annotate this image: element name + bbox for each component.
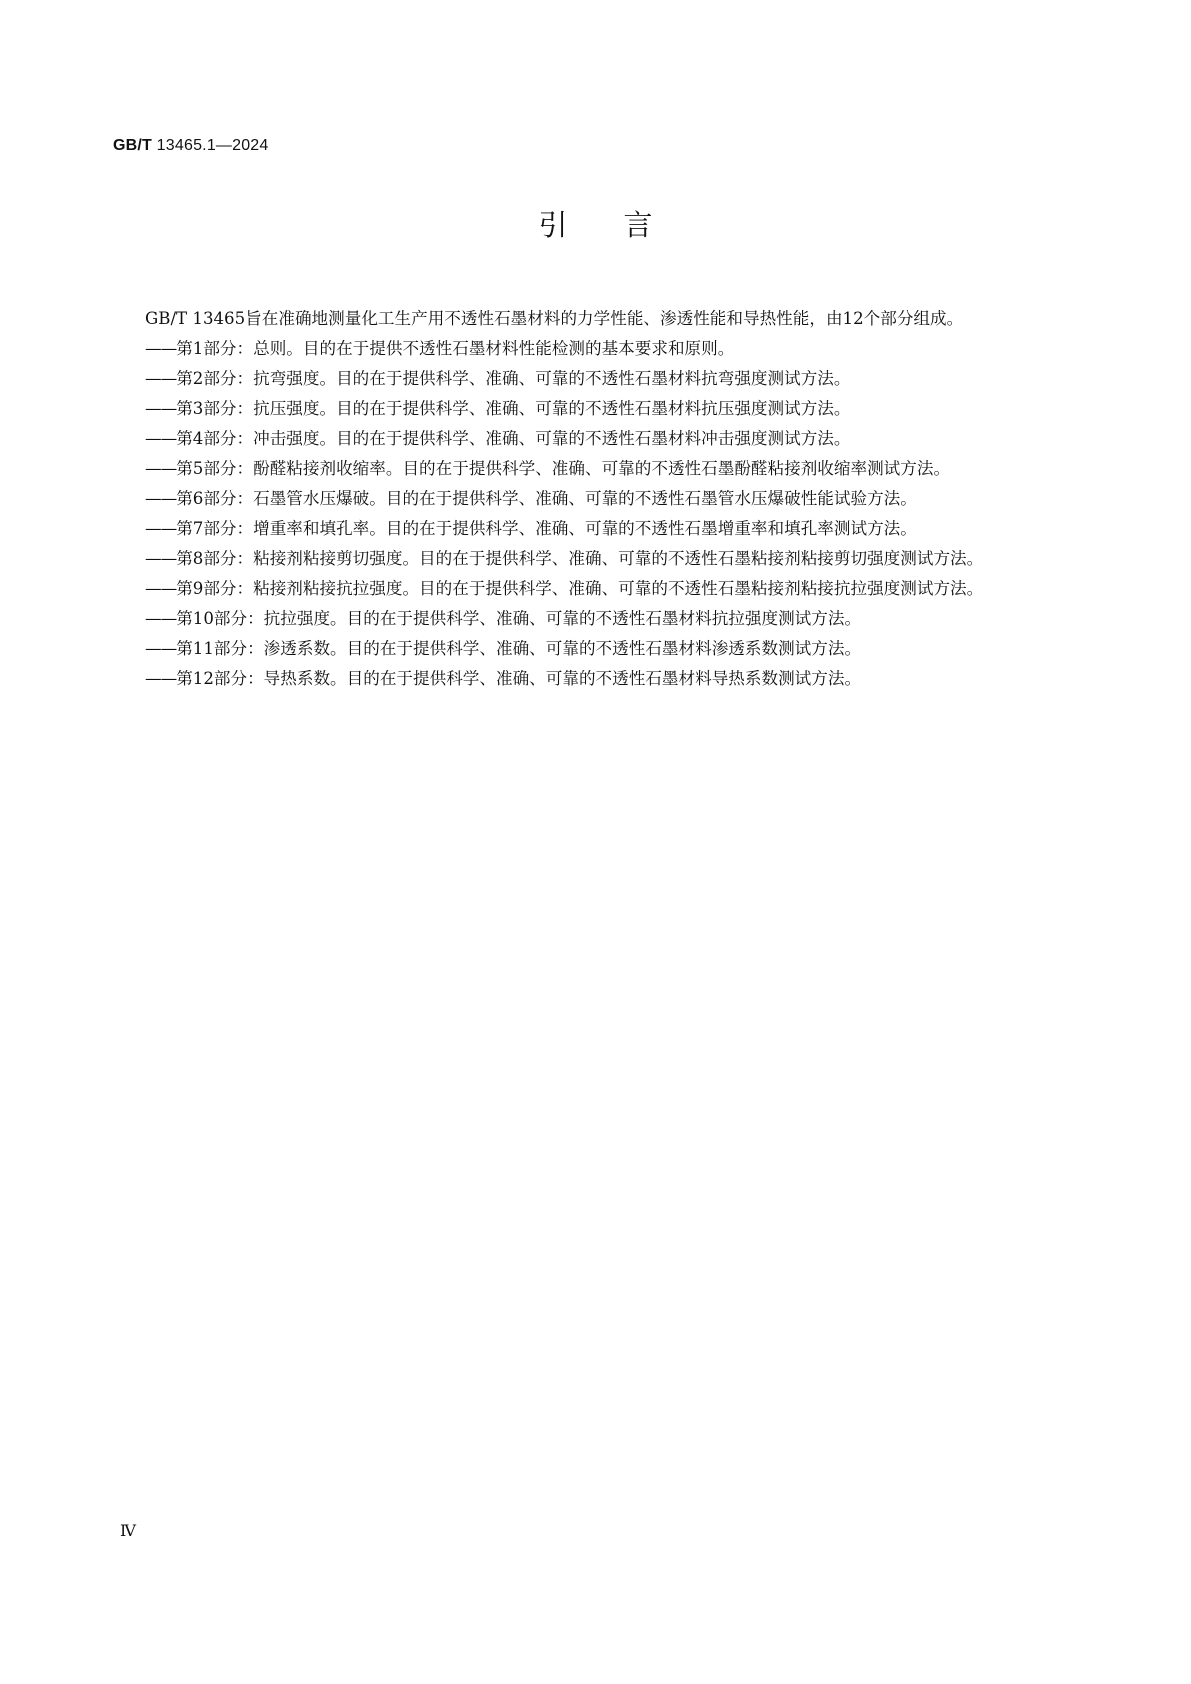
list-item-text: 第9部分：粘接剂粘接抗拉强度。目的在于提供科学、准确、可靠的不透性石墨粘接剂粘接抗拉强度测试方法。 xyxy=(176,579,984,598)
list-dash: —— xyxy=(145,369,177,388)
list-item xyxy=(113,394,1053,424)
list-dash: —— xyxy=(145,429,177,448)
list-dash: —— xyxy=(145,459,177,478)
list-dash: —— xyxy=(145,669,177,688)
list-dash: —— xyxy=(145,489,177,508)
list-item xyxy=(113,514,1053,544)
document-code-number: 13465.1—2024 xyxy=(152,137,269,154)
list-dash: —— xyxy=(145,639,177,658)
list-item xyxy=(113,334,1053,364)
list-item xyxy=(113,364,1053,394)
list-item-text: 第6部分：石墨管水压爆破。目的在于提供科学、准确、可靠的不透性石墨管水压爆破性能试验方法。 xyxy=(176,489,917,508)
list-item-text: 第1部分：总则。目的在于提供不透性石墨材料性能检测的基本要求和原则。 xyxy=(176,339,735,358)
list-item xyxy=(113,574,1053,604)
list-item xyxy=(113,454,1053,484)
list-item-text: 第8部分：粘接剂粘接剪切强度。目的在于提供科学、准确、可靠的不透性石墨粘接剂粘接剪切强度测试方法。 xyxy=(176,549,984,568)
list-item-text: 第11部分：渗透系数。目的在于提供科学、准确、可靠的不透性石墨材料渗透系数测试方法。 xyxy=(176,639,862,658)
list-item xyxy=(113,424,1053,454)
document-code-prefix: GB/T xyxy=(113,137,153,154)
list-dash: —— xyxy=(145,579,177,598)
list-item-text: 第5部分：酚醛粘接剂收缩率。目的在于提供科学、准确、可靠的不透性石墨酚醛粘接剂收缩率测试方法。 xyxy=(176,459,951,478)
list-item-text: 第2部分：抗弯强度。目的在于提供科学、准确、可靠的不透性石墨材料抗弯强度测试方法。 xyxy=(176,369,851,388)
list-dash: —— xyxy=(145,519,177,538)
list-dash: —— xyxy=(145,399,177,418)
page-number: Ⅳ xyxy=(120,1521,136,1540)
list-item-text: 第12部分：导热系数。目的在于提供科学、准确、可靠的不透性石墨材料导热系数测试方法。 xyxy=(176,669,862,688)
introduction-body xyxy=(113,304,1053,694)
list-item xyxy=(113,604,1053,634)
page-title: 引言 xyxy=(538,208,709,242)
intro-paragraph: GB/T 13465旨在准确地测量化工生产用不透性石墨材料的力学性能、渗透性能和导热性能，由12个部分组成。 xyxy=(145,309,964,328)
list-item xyxy=(113,544,1053,574)
list-item-text: 第3部分：抗压强度。目的在于提供科学、准确、可靠的不透性石墨材料抗压强度测试方法。 xyxy=(176,399,851,418)
list-item xyxy=(113,634,1053,664)
list-item-text: 第7部分：增重率和填孔率。目的在于提供科学、准确、可靠的不透性石墨增重率和填孔率测试方法。 xyxy=(176,519,917,538)
list-dash: —— xyxy=(145,609,177,628)
list-item-text: 第4部分：冲击强度。目的在于提供科学、准确、可靠的不透性石墨材料冲击强度测试方法。 xyxy=(176,429,851,448)
list-item-text: 第10部分：抗拉强度。目的在于提供科学、准确、可靠的不透性石墨材料抗拉强度测试方法。 xyxy=(176,609,862,628)
document-code xyxy=(113,137,269,155)
list-dash: —— xyxy=(145,339,177,358)
list-item xyxy=(113,664,1053,694)
parts-list xyxy=(113,334,1053,694)
list-dash: —— xyxy=(145,549,177,568)
list-item xyxy=(113,484,1053,514)
